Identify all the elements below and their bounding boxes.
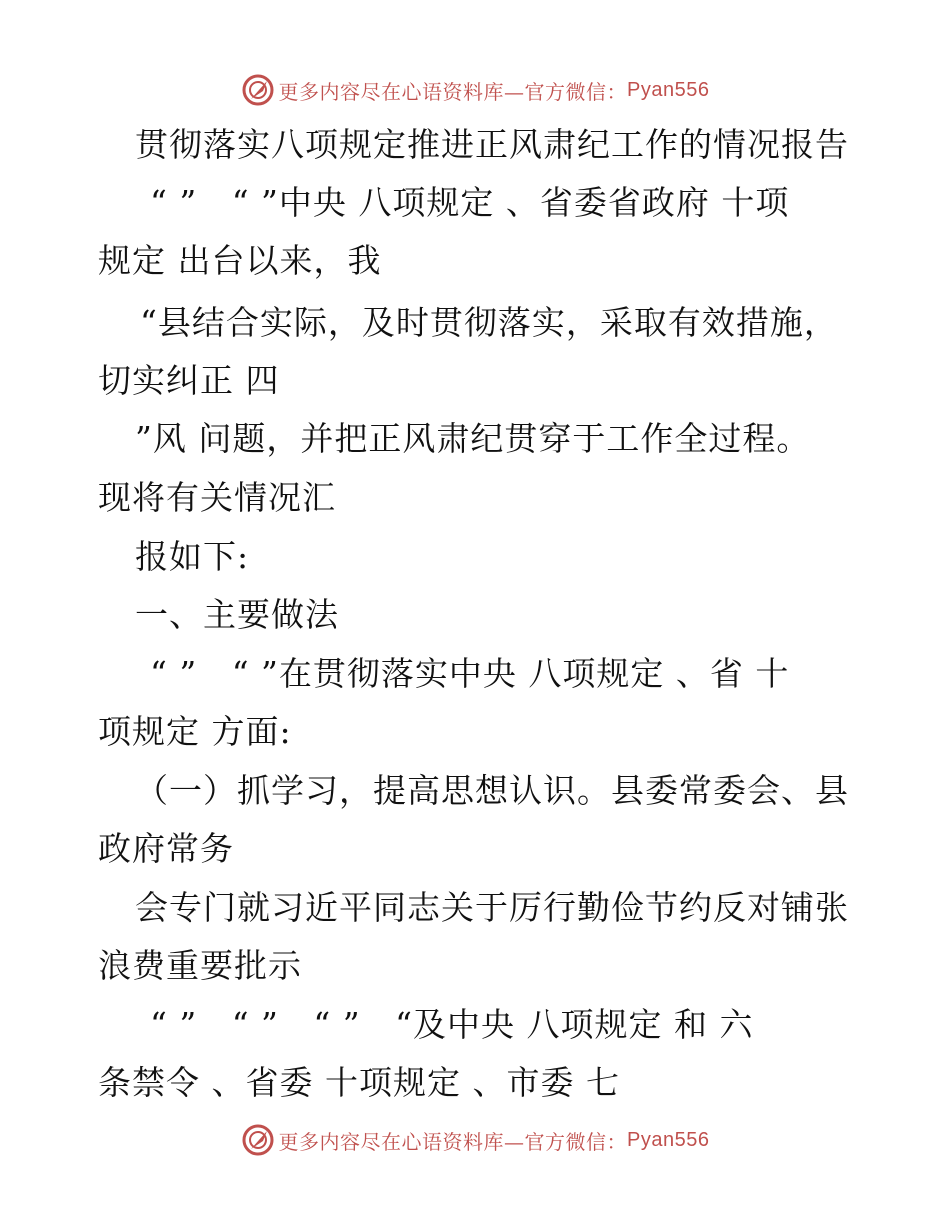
body-line: 报如下:: [135, 537, 250, 576]
body-line: 条禁令 、省委 十项规定 、市委 七: [98, 1063, 620, 1102]
body-line: 项规定 方面:: [98, 712, 292, 751]
body-line: “县结合实际，及时贯彻落实，采取有效措施，: [140, 303, 838, 342]
body-line: （一）抓学习，提高思想认识。县委常委会、县: [135, 771, 849, 810]
section-heading: 一、主要做法: [135, 595, 339, 634]
quill-logo-icon: [241, 1123, 275, 1157]
body-line: 会专门就习近平同志关于厉行勤俭节约反对铺张: [135, 888, 849, 927]
body-line: “ ” “ ”在贯彻落实中央 八项规定 、省 十: [150, 654, 790, 693]
body-line: “ ” “ ” “ ” “及中央 八项规定 和 六: [150, 1005, 754, 1044]
document-title: 贯彻落实八项规定推进正风肃纪工作的情况报告: [135, 125, 849, 164]
body-line: 浪费重要批示: [98, 946, 302, 985]
body-line: 政府常务: [98, 829, 234, 868]
body-line: 现将有关情况汇: [98, 478, 336, 517]
watermark-account: Pyan556: [627, 1128, 710, 1151]
watermark-text: 更多内容尽在心语资料库—官方微信：: [278, 1129, 628, 1154]
body-line: “ ” “ ”中央 八项规定 、省委省政府 十项: [150, 183, 790, 222]
watermark-account: Pyan556: [627, 78, 710, 101]
body-line: ”风 问题，并把正风肃纪贯穿于工作全过程。: [135, 419, 811, 458]
body-line: 切实纠正 四: [98, 361, 280, 400]
watermark-text: 更多内容尽在心语资料库—官方微信：: [278, 79, 628, 104]
body-line: 规定 出台以来，我: [98, 241, 382, 280]
watermark-banner-bottom: [0, 1120, 950, 1160]
